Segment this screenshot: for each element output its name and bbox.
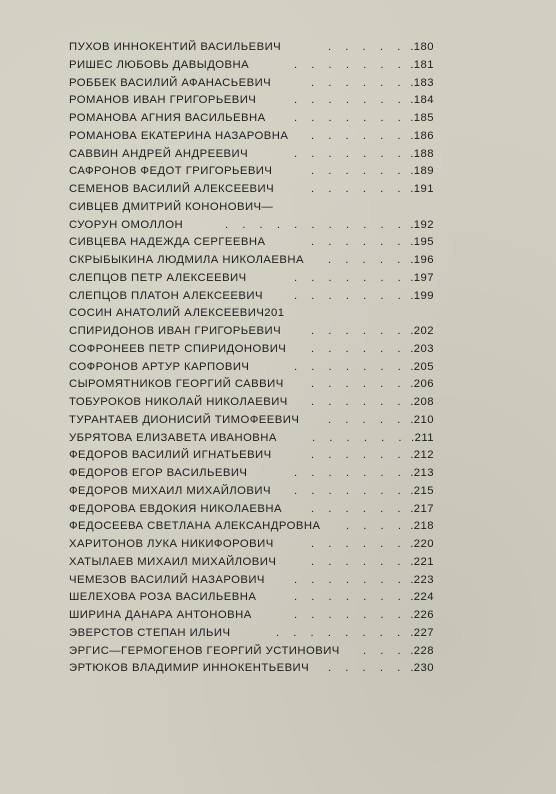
entry-name: РОМАНОВА ЕКАТЕРИНА НАЗАРОВНА	[69, 129, 289, 142]
dot-leader: . . . . . . . . . . .	[225, 218, 407, 231]
toc-entry	[69, 128, 434, 146]
toc-entry	[69, 465, 434, 483]
toc-entry	[69, 554, 434, 572]
toc-entry	[69, 359, 434, 377]
entry-page-number: .205	[410, 360, 434, 373]
entry-name: СПИРИДОНОВ ИВАН ГРИГОРЬЕВИЧ	[69, 325, 282, 337]
toc-entry	[69, 270, 434, 288]
toc-entry	[69, 518, 434, 536]
entry-page-number: .186	[410, 129, 434, 142]
dot-leader: . . . . . .	[312, 431, 408, 444]
entry-page-number: .220	[410, 538, 434, 550]
entry-page-number: .185	[410, 112, 434, 124]
entry-page-number: .183	[410, 76, 434, 89]
toc-entry	[69, 501, 434, 519]
entry-page-number: .218	[410, 520, 434, 533]
entry-page-number: .197	[410, 271, 434, 284]
toc-entry	[69, 57, 434, 75]
entry-name: ФЕДОРОВ МИХАИЛ МИХАЙЛОВИЧ	[69, 484, 271, 497]
entry-name: ФЕДОРОВ ЕГОР ВАСИЛЬЕВИЧ	[69, 467, 248, 479]
entry-page-number: .189	[410, 165, 434, 178]
dot-leader: . . . . . . .	[294, 360, 407, 373]
toc-entry	[69, 92, 434, 110]
entry-name: ШИРИНА ДАНАРА АНТОНОВНА	[69, 609, 252, 621]
toc-entry	[69, 643, 434, 661]
entry-page-number: .210	[410, 413, 434, 426]
entry-name: ЭРГИС—ГЕРМОГЕНОВ ГЕОРГИЙ УСТИНОВИЧ	[69, 644, 340, 657]
toc-entry	[69, 572, 434, 590]
dot-leader: . . . . . . .	[294, 112, 407, 124]
entry-name: САВВИН АНДРЕЙ АНДРЕЕВИЧ	[69, 147, 249, 160]
entry-page-number: .196	[410, 254, 434, 266]
entry-name: СЛЕПЦОВ ПЛАТОН АЛЕКСЕЕВИЧ	[69, 289, 263, 302]
toc-entry	[69, 146, 434, 164]
dot-leader: . . . . . . .	[294, 147, 407, 160]
toc-entry	[69, 39, 434, 57]
entry-name: РОМАНОВ ИВАН ГРИГОРЬЕВИЧ	[69, 94, 257, 107]
toc-entry	[69, 217, 434, 235]
entry-name: ШЕЛЕХОВА РОЗА ВАСИЛЬЕВНА	[69, 591, 257, 604]
entry-page-number: .180	[410, 41, 434, 53]
dot-leader: . . . . . . .	[294, 289, 407, 302]
entry-page-number: .188	[410, 147, 434, 160]
entry-name: СЫРОМЯТНИКОВ ГЕОРГИЙ САВВИЧ	[69, 378, 284, 391]
toc-entry	[69, 607, 434, 625]
entry-page-number: .212	[410, 449, 434, 462]
entry-page-number: .215	[410, 484, 434, 497]
toc-entry	[69, 75, 434, 93]
entry-name: ПУХОВ ИННОКЕНТИЙ ВАСИЛЬЕВИЧ	[69, 41, 282, 53]
entry-name: СЕМЕНОВ ВАСИЛИЙ АЛЕКСЕЕВИЧ	[69, 183, 275, 195]
entry-name: ТУРАНТАЕВ ДИОНИСИЙ ТИМОФЕЕВИЧ	[69, 413, 300, 426]
toc-entry	[69, 163, 434, 181]
entry-page-number: .206	[410, 378, 434, 391]
toc-entry	[69, 483, 434, 501]
entry-name: СОФРОНЕЕВ ПЕТР СПИРИДОНОВИЧ	[69, 342, 287, 355]
entry-page-number: .199	[410, 289, 434, 302]
entry-name: ЭВЕРСТОВ СТЕПАН ИЛЬИЧ	[69, 626, 231, 639]
dot-leader: . . . . . . .	[294, 484, 407, 497]
entry-name: УБРЯТОВА ЕЛИЗАВЕТА ИВАНОВНА	[69, 431, 277, 444]
entry-page-number: .228	[410, 644, 434, 657]
entry-name: СИВЦЕВА НАДЕЖДА СЕРГЕЕВНА	[69, 236, 266, 249]
entry-name: РОББЕК ВАСИЛИЙ АФАНАСЬЕВИЧ	[69, 76, 272, 89]
toc-entry	[69, 252, 434, 270]
dot-leader: . . . . . . . .	[276, 626, 406, 639]
entry-page-number: .223	[410, 573, 434, 586]
toc-entry	[69, 305, 434, 323]
toc-entry	[69, 447, 434, 465]
dot-leader: . . . . . .	[311, 555, 407, 568]
entry-name: СОСИН АНАТОЛИЙ АЛЕКСЕЕВИЧ201	[69, 307, 285, 320]
toc-entry	[69, 660, 434, 678]
entry-name: СИВЦЕВ ДМИТРИЙ КОНОНОВИЧ—	[69, 200, 274, 213]
entry-page-number: .191	[410, 183, 434, 195]
entry-name: ФЕДОРОВ ВАСИЛИЙ ИГНАТЬЕВИЧ	[69, 449, 272, 462]
toc-entry	[69, 394, 434, 412]
entry-page-number: .195	[410, 236, 434, 249]
toc-entry	[69, 536, 434, 554]
toc-entry	[69, 589, 434, 607]
toc-entry	[69, 288, 434, 306]
entry-page-number: .230	[410, 662, 434, 675]
entry-name: ФЕДОСЕЕВА СВЕТЛАНА АЛЕКСАНДРОВНА	[69, 520, 321, 533]
entry-page-number: .213	[410, 467, 434, 479]
dot-leader: . . . . . . .	[294, 609, 407, 621]
dot-leader: . . . . . . .	[294, 94, 407, 107]
entry-name: СЛЕПЦОВ ПЕТР АЛЕКСЕЕВИЧ	[69, 271, 247, 284]
dot-leader: . . . . .	[328, 662, 406, 675]
entry-page-number: .192	[410, 218, 434, 231]
dot-leader: . . . . . .	[311, 76, 407, 89]
dot-leader: . . . . .	[328, 413, 406, 426]
dot-leader: . . . . . .	[311, 129, 407, 142]
toc-entry	[69, 376, 434, 394]
dot-leader: . . . . . . .	[294, 591, 407, 604]
dot-leader: . . . . . .	[311, 183, 407, 195]
entry-name: СУОРУН ОМОЛЛОН	[69, 218, 184, 231]
table-of-contents	[69, 39, 434, 678]
dot-leader: . . . . . .	[311, 165, 407, 178]
dot-leader: . . . . .	[328, 254, 406, 266]
dot-leader: . . . .	[346, 520, 407, 533]
dot-leader: . . . . .	[328, 41, 406, 53]
entry-page-number: .203	[410, 342, 434, 355]
toc-entry	[69, 430, 434, 448]
entry-page-number: .184	[410, 94, 434, 107]
dot-leader: . . . . . .	[311, 502, 407, 515]
dot-leader: . . . . . .	[311, 342, 407, 355]
toc-entry	[69, 181, 434, 199]
dot-leader: . . .	[363, 644, 407, 657]
toc-entry	[69, 412, 434, 430]
entry-page-number: .226	[410, 609, 434, 621]
entry-name: САФРОНОВ ФЕДОТ ГРИГОРЬЕВИЧ	[69, 165, 273, 178]
dot-leader: . . . . . .	[311, 378, 407, 391]
entry-name: ЭРТЮКОВ ВЛАДИМИР ИННОКЕНТЬЕВИЧ	[69, 662, 310, 675]
dot-leader: . . . . . . .	[294, 573, 407, 586]
entry-name: ХАРИТОНОВ ЛУКА НИКИФОРОВИЧ	[69, 538, 274, 550]
dot-leader: . . . . . .	[311, 449, 407, 462]
dot-leader: . . . . . .	[311, 396, 407, 408]
entry-page-number: .202	[410, 325, 434, 337]
entry-name: СКРЫБЫКИНА ЛЮДМИЛА НИКОЛАЕВНА	[69, 254, 304, 266]
toc-entry	[69, 234, 434, 252]
entry-name: ХАТЫЛАЕВ МИХАИЛ МИХАЙЛОВИЧ	[69, 555, 277, 568]
dot-leader: . . . . . . .	[294, 467, 407, 479]
entry-name: ЧЕМЕЗОВ ВАСИЛИЙ НАЗАРОВИЧ	[69, 573, 265, 586]
entry-page-number: .211	[411, 431, 434, 444]
toc-entry	[69, 110, 434, 128]
entry-page-number: .227	[410, 626, 434, 639]
entry-name: СОФРОНОВ АРТУР КАРПОВИЧ	[69, 360, 250, 373]
toc-entry	[69, 323, 434, 341]
entry-name: РИШЕС ЛЮБОВЬ ДАВЫДОВНА	[69, 58, 250, 71]
dot-leader: . . . . . .	[311, 538, 407, 550]
toc-entry	[69, 625, 434, 643]
dot-leader: . . . . . . .	[294, 271, 407, 284]
entry-name: ТОБУРОКОВ НИКОЛАЙ НИКОЛАЕВИЧ	[69, 396, 288, 408]
toc-entry	[69, 199, 434, 217]
entry-page-number: .181	[410, 58, 434, 71]
toc-entry	[69, 341, 434, 359]
dot-leader: . . . . . .	[311, 325, 407, 337]
entry-page-number: .208	[410, 396, 434, 408]
entry-page-number: .224	[410, 591, 434, 604]
entry-page-number: .221	[410, 555, 434, 568]
entry-page-number: .217	[410, 502, 434, 515]
entry-name: РОМАНОВА АГНИЯ ВАСИЛЬЕВНА	[69, 112, 266, 124]
dot-leader: . . . . . .	[311, 236, 407, 249]
dot-leader: . . . . . . .	[294, 58, 407, 71]
entry-name: ФЕДОРОВА ЕВДОКИЯ НИКОЛАЕВНА	[69, 502, 282, 515]
